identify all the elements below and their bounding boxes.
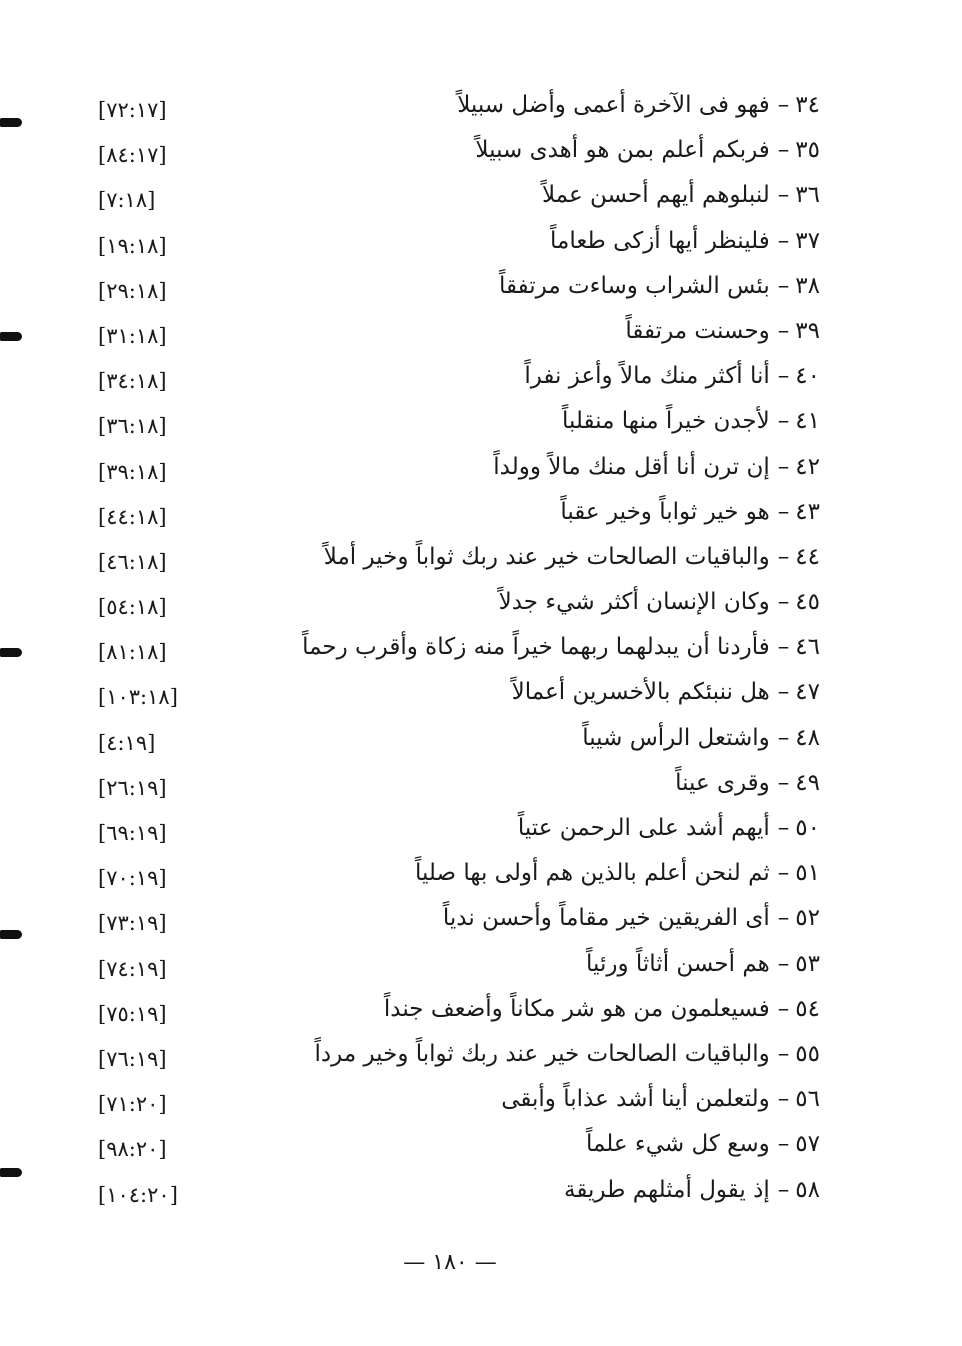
margin-mark (0, 1168, 22, 1177)
entry-text: ثم لنحن أعلم بالذين هم أولى بها صلياً (414, 860, 770, 887)
entry-text: إذ يقول أمثلهم طريقة (564, 1176, 770, 1203)
entry-line (475, 137, 820, 163)
entry-dash: – (777, 1040, 790, 1067)
entry-number: ٣٨ (795, 272, 820, 299)
entry-dash: – (777, 272, 790, 299)
entry-number: ٤١ (795, 408, 820, 435)
entry-text: أى الفريقين خير مقاماً وأحسن ندياً (442, 905, 770, 932)
entry-number: ٣٦ (795, 182, 820, 209)
entry-text: وحسنت مرتفقاً (625, 317, 770, 344)
margin-mark (0, 332, 22, 341)
entry-text: فهو فى الآخرة أعمى وأضل سبيلاً (457, 92, 770, 118)
entry-text: وقرى عيناً (675, 769, 770, 796)
entry-number: ٥٢ (795, 905, 820, 932)
entry-row (90, 632, 830, 677)
verse-reference: [٤:١٩] (98, 730, 156, 755)
entry-row (90, 994, 830, 1039)
entry-row (90, 858, 830, 903)
entry-dash: – (777, 634, 790, 661)
verse-reference: [٣٦:١٨] (98, 414, 167, 439)
entry-dash: – (777, 1086, 790, 1113)
entry-text: لنبلوهم أيهم أحسن عملاً (541, 182, 770, 209)
verse-reference: [٧٠:١٩] (98, 866, 167, 891)
entry-line (675, 770, 820, 796)
entry-number: ٥٨ (795, 1176, 820, 1203)
entry-dash: – (777, 1131, 790, 1158)
entry-line (315, 1041, 820, 1067)
entry-dash: – (777, 137, 790, 164)
entry-line (542, 182, 820, 208)
entry-number: ٤٠ (795, 363, 820, 390)
entry-line (518, 815, 820, 841)
margin-mark (0, 118, 22, 127)
verse-reference: [٣١:١٨] (98, 323, 167, 348)
entry-text: هو خير ثواباً وخير عقباً (560, 498, 770, 525)
entry-row (90, 903, 830, 948)
entry-number: ٣٧ (795, 227, 820, 254)
entry-text: وكان الإنسان أكثر شيء جدلاً (498, 589, 770, 616)
verse-reference: [٦٩:١٩] (98, 821, 167, 845)
entry-dash: – (777, 1176, 790, 1203)
entry-line (501, 1086, 820, 1112)
entry-dash: – (777, 589, 790, 616)
verse-reference: [٧٣:١٩] (98, 911, 167, 936)
verse-reference: [٧٤:١٩] (98, 956, 167, 981)
verse-reference: [٧:١٨] (98, 188, 156, 213)
entry-text: فأردنا أن يبدلهما ربهما خيراً منه زكاة وأقرب رحماً (302, 634, 770, 661)
entry-row (90, 542, 830, 587)
margin-mark (0, 930, 22, 939)
verse-reference: [٧١:٢٠] (98, 1092, 167, 1117)
verse-reference: [٧٥:١٩] (98, 1001, 167, 1026)
entry-line (384, 996, 820, 1022)
entry-text: والباقيات الصالحات خير عند ربك ثواباً وخير أملاً (323, 543, 770, 570)
verse-reference: [٧٦:١٩] (98, 1046, 167, 1071)
entry-line (564, 1177, 820, 1203)
entry-line (562, 408, 820, 434)
entry-number: ٤٢ (795, 453, 820, 480)
verse-reference: [٨٤:١٧] (98, 143, 167, 168)
entry-dash: – (777, 453, 790, 480)
entry-line (457, 92, 820, 118)
entry-text: ولتعلمن أينا أشد عذاباً وأبقى (501, 1086, 770, 1113)
entry-row (90, 271, 830, 316)
entry-number: ٣٤ (795, 92, 820, 118)
entry-number: ٥٠ (795, 815, 820, 841)
entry-row (90, 452, 830, 497)
entry-dash: – (777, 815, 790, 841)
entry-text: فسيعلمون من هو شر مكاناً وأضعف جنداً (383, 995, 770, 1022)
entry-number: ٤٣ (795, 498, 820, 525)
verse-reference: [٩٨:٢٠] (98, 1137, 167, 1162)
entry-row (90, 226, 830, 271)
entry-number: ٥٣ (795, 950, 820, 977)
entry-line (582, 725, 820, 751)
entry-dash: – (777, 317, 790, 344)
entry-number: ٤٦ (795, 634, 820, 661)
entry-dash: – (777, 182, 790, 209)
entry-row (90, 1084, 830, 1129)
verse-reference: [٥٤:١٨] (98, 595, 167, 620)
entry-row (90, 723, 830, 768)
entry-dash: – (777, 498, 790, 525)
entry-dash: – (777, 92, 790, 118)
entry-text: هم أحسن أثاثاً ورئياً (586, 950, 770, 977)
entry-number: ٤٤ (795, 543, 820, 570)
entry-row (90, 587, 830, 632)
entry-dash: – (777, 905, 790, 932)
entry-line (550, 228, 820, 254)
entry-line (586, 951, 820, 977)
entry-number: ٤٨ (795, 724, 820, 751)
entry-number: ٣٥ (795, 137, 820, 164)
entry-dash: – (777, 769, 790, 796)
verse-reference: [٤٦:١٨] (98, 549, 167, 574)
entry-line (302, 634, 820, 660)
entry-text: أيهم أشد على الرحمن عتياً (517, 815, 770, 841)
entry-line (586, 1131, 820, 1157)
entry-line (415, 860, 820, 886)
verse-reference: [٧٢:١٧] (98, 98, 167, 122)
entry-dash: – (777, 543, 790, 570)
entry-number: ٤٩ (795, 769, 820, 796)
entry-row (90, 135, 830, 180)
entry-dash: – (777, 860, 790, 887)
entry-row (90, 1175, 830, 1220)
verse-reference: [٣٤:١٨] (98, 369, 167, 394)
entry-line (499, 273, 820, 299)
entry-line (493, 454, 820, 480)
entry-text: لأجدن خيراً منها منقلباً (561, 408, 770, 435)
entry-row (90, 1129, 830, 1174)
entry-list (90, 90, 830, 1220)
entry-row (90, 180, 830, 225)
entry-dash: – (777, 679, 790, 706)
entry-text: إن ترن أنا أقل منك مالاً وولداً (493, 453, 770, 480)
entry-row (90, 768, 830, 813)
entry-row (90, 90, 830, 135)
entry-row (90, 316, 830, 361)
entry-dash: – (777, 408, 790, 435)
entry-row (90, 497, 830, 542)
entry-line (524, 363, 820, 389)
verse-reference: [١٠٣:١٨] (98, 685, 178, 710)
entry-row (90, 361, 830, 406)
entry-line (512, 679, 820, 705)
verse-reference: [٣٩:١٨] (98, 459, 167, 484)
entry-line (443, 905, 820, 931)
entry-number: ٥٦ (795, 1086, 820, 1113)
entry-line (560, 499, 820, 525)
entry-text: هل ننبئكم بالأخسرين أعمالاً (511, 679, 770, 706)
entry-number: ٥٤ (795, 995, 820, 1022)
verse-reference: [١٠٤:٢٠] (98, 1182, 178, 1207)
entry-text: بئس الشراب وساءت مرتفقاً (498, 272, 770, 299)
verse-reference: [٢٩:١٨] (98, 278, 167, 303)
entry-row (90, 949, 830, 994)
entry-line (324, 544, 820, 570)
entry-text: أنا أكثر منك مالاً وأعز نفراً (524, 363, 770, 390)
entry-number: ٤٧ (795, 679, 820, 706)
entry-number: ٣٩ (795, 317, 820, 344)
entry-dash: – (777, 363, 790, 390)
entry-text: والباقيات الصالحات خير عند ربك ثواباً وخير مرداً (314, 1040, 770, 1067)
entry-row (90, 1039, 830, 1084)
entry-text: فربكم أعلم بمن هو أهدى سبيلاً (475, 137, 770, 164)
entry-dash: – (777, 995, 790, 1022)
entry-number: ٥١ (795, 860, 820, 887)
verse-reference: [٢٦:١٩] (98, 775, 167, 800)
entry-text: واشتعل الرأس شيباً (582, 724, 770, 751)
entry-dash: – (777, 724, 790, 751)
entry-row (90, 677, 830, 722)
entry-number: ٤٥ (795, 589, 820, 616)
entry-text: وسع كل شيء علماً (585, 1131, 770, 1158)
entry-line (499, 589, 820, 615)
entry-row (90, 813, 830, 858)
entry-line (625, 318, 820, 344)
entry-dash: – (777, 227, 790, 254)
verse-reference: [٤٤:١٨] (98, 504, 167, 529)
margin-mark (0, 648, 22, 657)
verse-reference: [٨١:١٨] (98, 640, 167, 665)
entry-text: فلينظر أيها أزكى طعاماً (550, 227, 770, 254)
entry-dash: – (777, 950, 790, 977)
page-number: — ١٨٠ — (403, 1250, 497, 1275)
entry-number: ٥٧ (795, 1131, 820, 1158)
entry-number: ٥٥ (795, 1040, 820, 1067)
verse-reference: [١٩:١٨] (98, 233, 167, 258)
entry-row (90, 406, 830, 451)
